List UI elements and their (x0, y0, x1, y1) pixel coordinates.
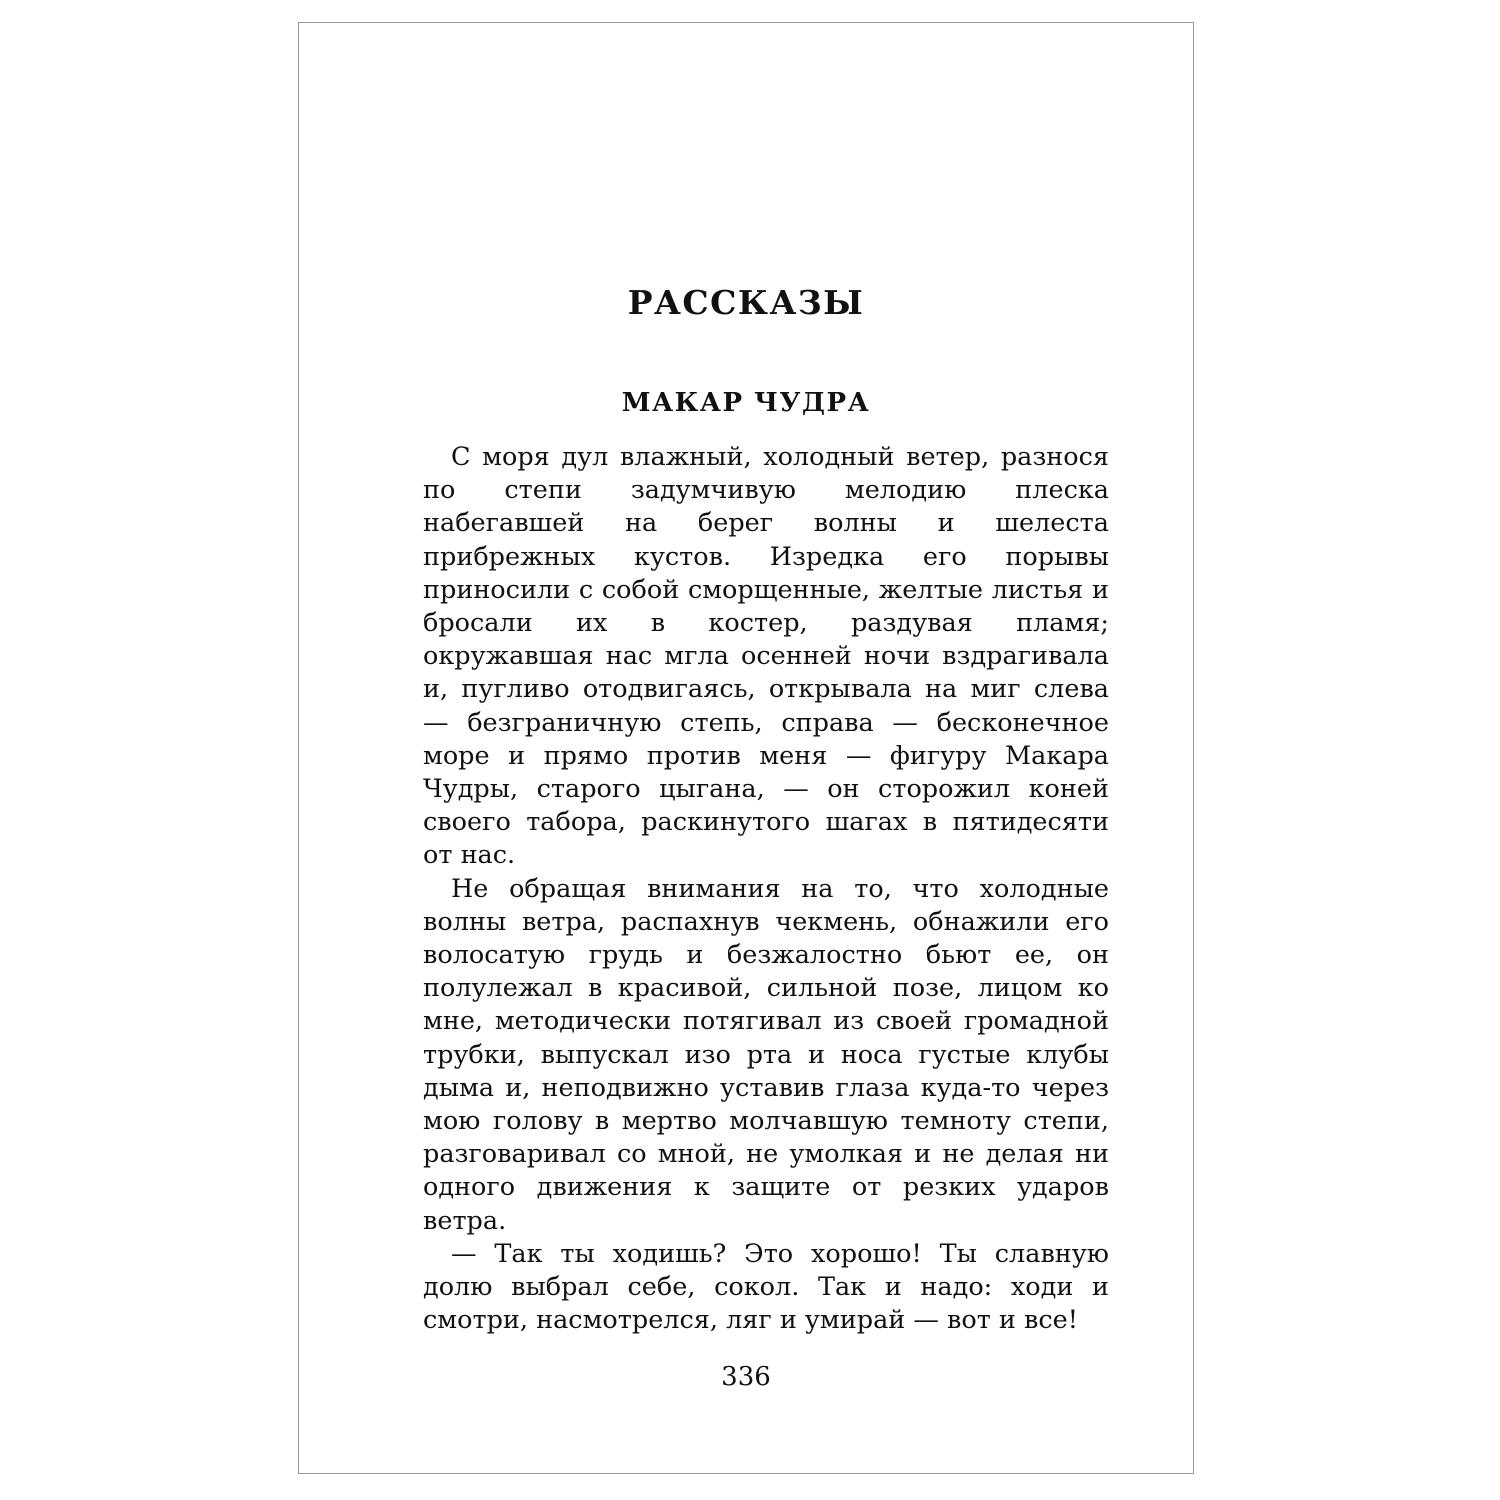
page-number: 336 (721, 1362, 771, 1392)
paragraph: — Так ты ходишь? Это хорошо! Ты славную долю выбрал себе, сокол. Так и надо: ходи и смотри, насмотрелся, ляг и умирай — вот и все! (423, 1238, 1109, 1336)
story-title: МАКАР ЧУДРА (621, 388, 871, 418)
body-text (423, 441, 1109, 1337)
book-page (298, 22, 1194, 1474)
paragraph: С моря дул влажный, холодный ветер, разнося по степи задумчивую мелодию плеска набегавшей на берег волны и шелеста прибрежных кустов. Изредка его порывы приносили с собой сморщенные, желтые листья и бросали их в костер, раздувая пламя; окружавшая нас мгла осенней ночи вздрагивала и, пугливо отодвигаясь, открывала на миг слева — безграничную степь, справа — бесконечное море и прямо против меня — фигуру Макара Чудры, старого цыгана, — он сторожил коней своего табора, раскинутого шагах в пятидесяти от нас. (423, 442, 1109, 871)
paragraph: Не обращая внимания на то, что холодные волны ветра, распахнув чекмень, обнажили его волосатую грудь и безжалостно бьют ее, он полулежал в красивой, сильной позе, лицом ко мне, методически потягивал из своей громадной трубки, выпускал изо рта и носа густые клубы дыма и, неподвижно уставив глаза куда-то через мою голову в мертво молчавшую темноту степи, разговаривал со мной, не умолкая и не делая ни одного движения к защите от резких ударов ветра. (423, 873, 1109, 1236)
section-title: РАССКАЗЫ (627, 283, 865, 322)
